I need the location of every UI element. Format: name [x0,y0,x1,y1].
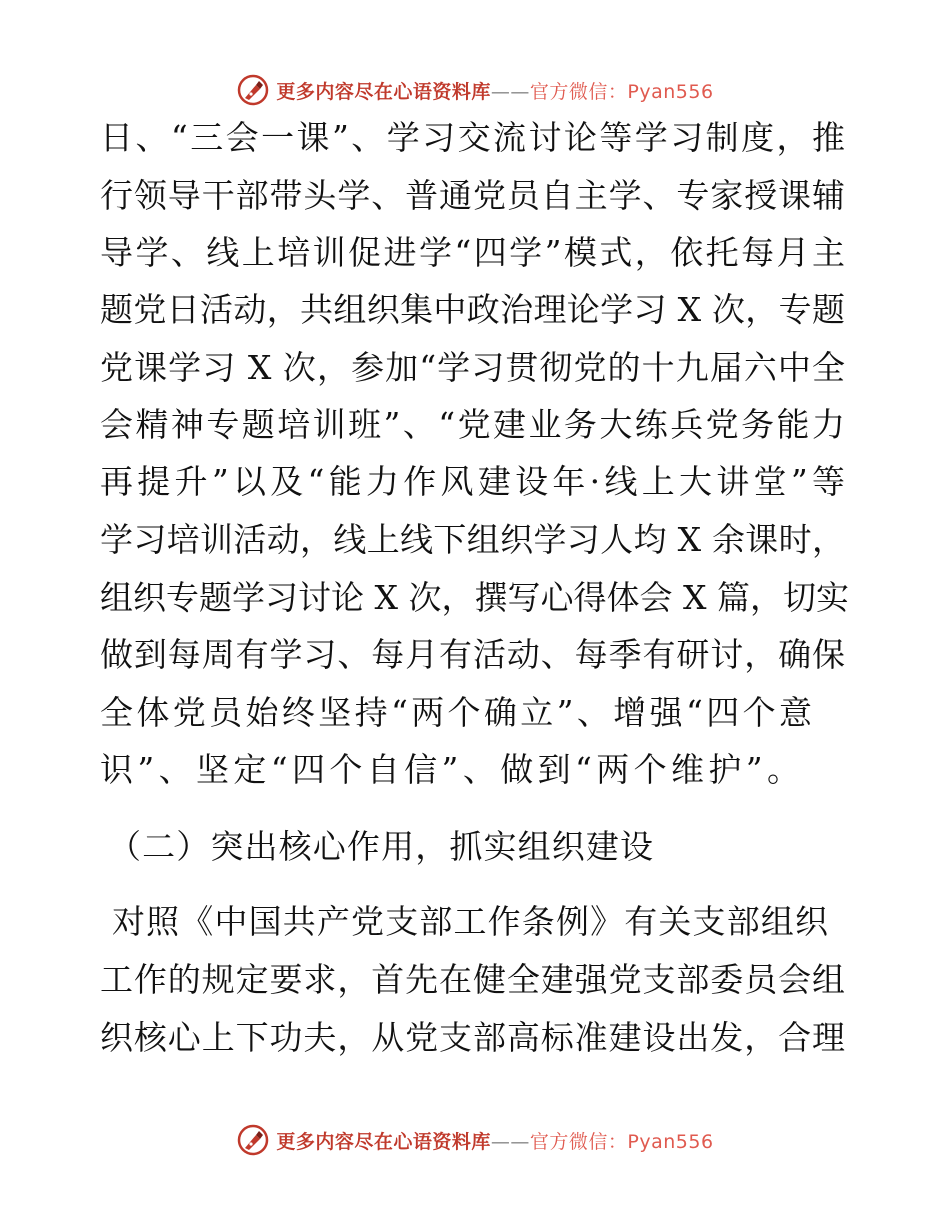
banner-lead-text: 更多内容尽在心语资料库 [276,1130,491,1153]
body-line: 对照《中国共产党支部工作条例》有关支部组织 [112,902,828,941]
banner-text [276,77,713,104]
body-line: 做到每周有学习、每月有活动、每季有研讨，确保 [100,635,845,674]
banner-text [276,1127,713,1154]
body-line: 学习培训活动，线上线下组织学习人均 X 余课时， [100,520,845,559]
fountain-pen-icon [236,73,270,107]
body-line: 再提升”以及“能力作风建设年·线上大讲堂”等 [100,462,845,501]
body-line: 行领导干部带头学、普通党员自主学、专家授课辅 [100,176,845,215]
header-banner [0,70,950,110]
banner-lead-text: 更多内容尽在心语资料库 [276,80,491,103]
body-line: 全体党员始终坚持“两个确立”、增强“四个意 [100,693,812,732]
footer-banner [0,1120,950,1160]
banner-contact-text: 官方微信：Pyan556 [529,1130,714,1153]
body-line: 日、“三会一课”、学习交流讨论等学习制度，推 [100,118,845,157]
body-line: 织核心上下功夫，从党支部高标准建设出发，合理 [100,1018,845,1057]
banner-dash: —— [490,1130,530,1153]
body-line: 识”、坚定“四个自信”、做到“两个维护”。 [100,750,800,789]
body-line: 导学、线上培训促进学“四学”模式，依托每月主 [100,233,845,272]
banner-dash: —— [490,80,530,103]
body-line: 题党日活动，共组织集中政治理论学习 X 次，专题 [100,290,845,329]
fountain-pen-icon [236,1123,270,1157]
body-line: 党课学习 X 次，参加“学习贯彻党的十九届六中全 [100,348,845,387]
section-heading: （二）突出核心作用，抓实组织建设 [108,827,653,866]
body-line: 工作的规定要求，首先在健全建强党支部委员会组 [100,960,845,999]
body-line: 组织专题学习讨论 X 次，撰写心得体会 X 篇，切实 [100,578,849,617]
banner-contact-text: 官方微信：Pyan556 [529,80,714,103]
body-line: 会精神专题培训班”、“党建业务大练兵党务能力 [100,405,845,444]
